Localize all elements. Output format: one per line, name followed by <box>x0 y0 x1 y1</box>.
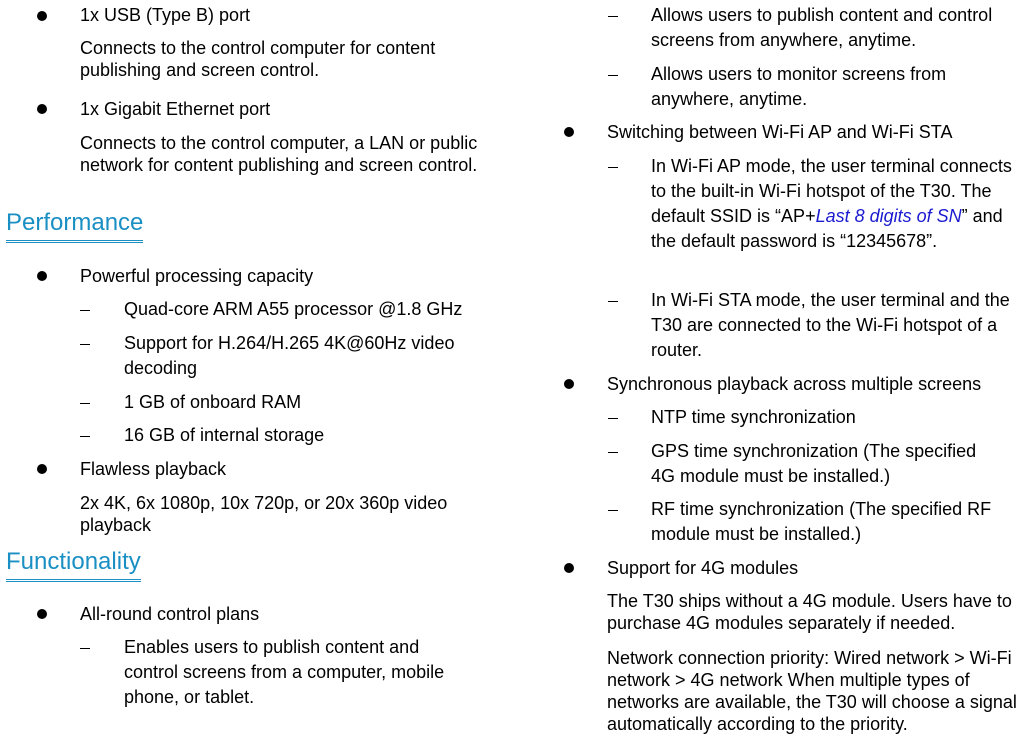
sync-sub: NTP time synchronization <box>651 407 856 427</box>
heading-functionality[interactable]: Functionality <box>6 547 141 582</box>
processing-sub: Quad-core ARM A55 processor @1.8 GHz <box>124 299 463 319</box>
bullet-icon <box>564 563 574 573</box>
ethernet-port-desc: Connects to the control computer, a LAN or public network for content publishing and screen control. <box>80 133 478 175</box>
ssid-placeholder: Last 8 digits of SN <box>815 206 962 226</box>
dash-icon <box>80 344 90 345</box>
processing-sub: Support for H.264/H.265 4K@60Hz video decoding <box>124 333 455 378</box>
sync-sub: RF time synchronization (The specified RF module must be installed.) <box>651 499 992 544</box>
dash-icon <box>80 403 90 404</box>
ethernet-port-title: 1x Gigabit Ethernet port <box>80 99 271 119</box>
control-sub: Allows users to monitor screens from anywhere, anytime. <box>651 64 947 109</box>
dash-icon <box>608 452 618 453</box>
heading-performance[interactable]: Performance <box>6 208 143 243</box>
bullet-icon <box>37 104 47 114</box>
bullet-icon <box>37 609 47 619</box>
dash-icon <box>80 648 90 649</box>
control-sub: Allows users to publish content and control screens from anywhere, anytime. <box>651 5 993 50</box>
dash-icon <box>608 418 618 419</box>
sync-title: Synchronous playback across multiple screens <box>607 374 982 394</box>
dash-icon <box>608 510 618 511</box>
control-sub: Enables users to publish content and control screens from a computer, mobile phone, or tablet. <box>124 637 445 707</box>
bullet-icon <box>37 464 47 474</box>
dash-icon <box>608 75 618 76</box>
dash-icon <box>608 16 618 17</box>
network-priority-desc: Network connection priority: Wired network > Wi-Fi network > 4G network When multiple types of networks are available, the T30 will choose a signal automatically according to the priority. <box>607 648 1017 734</box>
bullet-icon <box>37 11 47 21</box>
wifi-sta-desc: In Wi-Fi STA mode, the user terminal and the T30 are connected to the Wi-Fi hotspot of a router. <box>651 290 1010 360</box>
processing-sub: 1 GB of onboard RAM <box>124 392 302 412</box>
fourg-desc: The T30 ships without a 4G module. Users have to purchase 4G modules separately if needed. <box>607 591 1012 633</box>
control-title: All-round control plans <box>80 604 260 624</box>
sync-sub: GPS time synchronization (The specified 4G module must be installed.) <box>651 441 977 486</box>
dash-icon <box>80 310 90 311</box>
usb-port-desc: Connects to the control computer for content publishing and screen control. <box>80 38 436 80</box>
bullet-icon <box>564 379 574 389</box>
bullet-icon <box>37 271 47 281</box>
dash-icon <box>608 167 618 168</box>
usb-port-title: 1x USB (Type B) port <box>80 5 251 25</box>
playback-title: Flawless playback <box>80 459 227 479</box>
wifi-title: Switching between Wi-Fi AP and Wi-Fi STA <box>607 122 953 142</box>
wifi-ap-desc <box>651 154 1017 254</box>
fourg-title: Support for 4G modules <box>607 558 799 578</box>
dash-icon <box>80 436 90 437</box>
processing-title: Powerful processing capacity <box>80 266 314 286</box>
wifi-ap-text: In Wi-Fi AP mode, the user terminal connects to the built-in Wi-Fi hotspot of the T30. The default SSID is “AP+ <box>651 156 1012 226</box>
wifi-ap-text: ” and the default password is “12345678”. <box>651 206 1003 251</box>
playback-desc: 2x 4K, 6x 1080p, 10x 720p, or 20x 360p video playback <box>80 493 448 535</box>
processing-sub: 16 GB of internal storage <box>124 425 325 445</box>
bullet-icon <box>564 127 574 137</box>
dash-icon <box>608 301 618 302</box>
